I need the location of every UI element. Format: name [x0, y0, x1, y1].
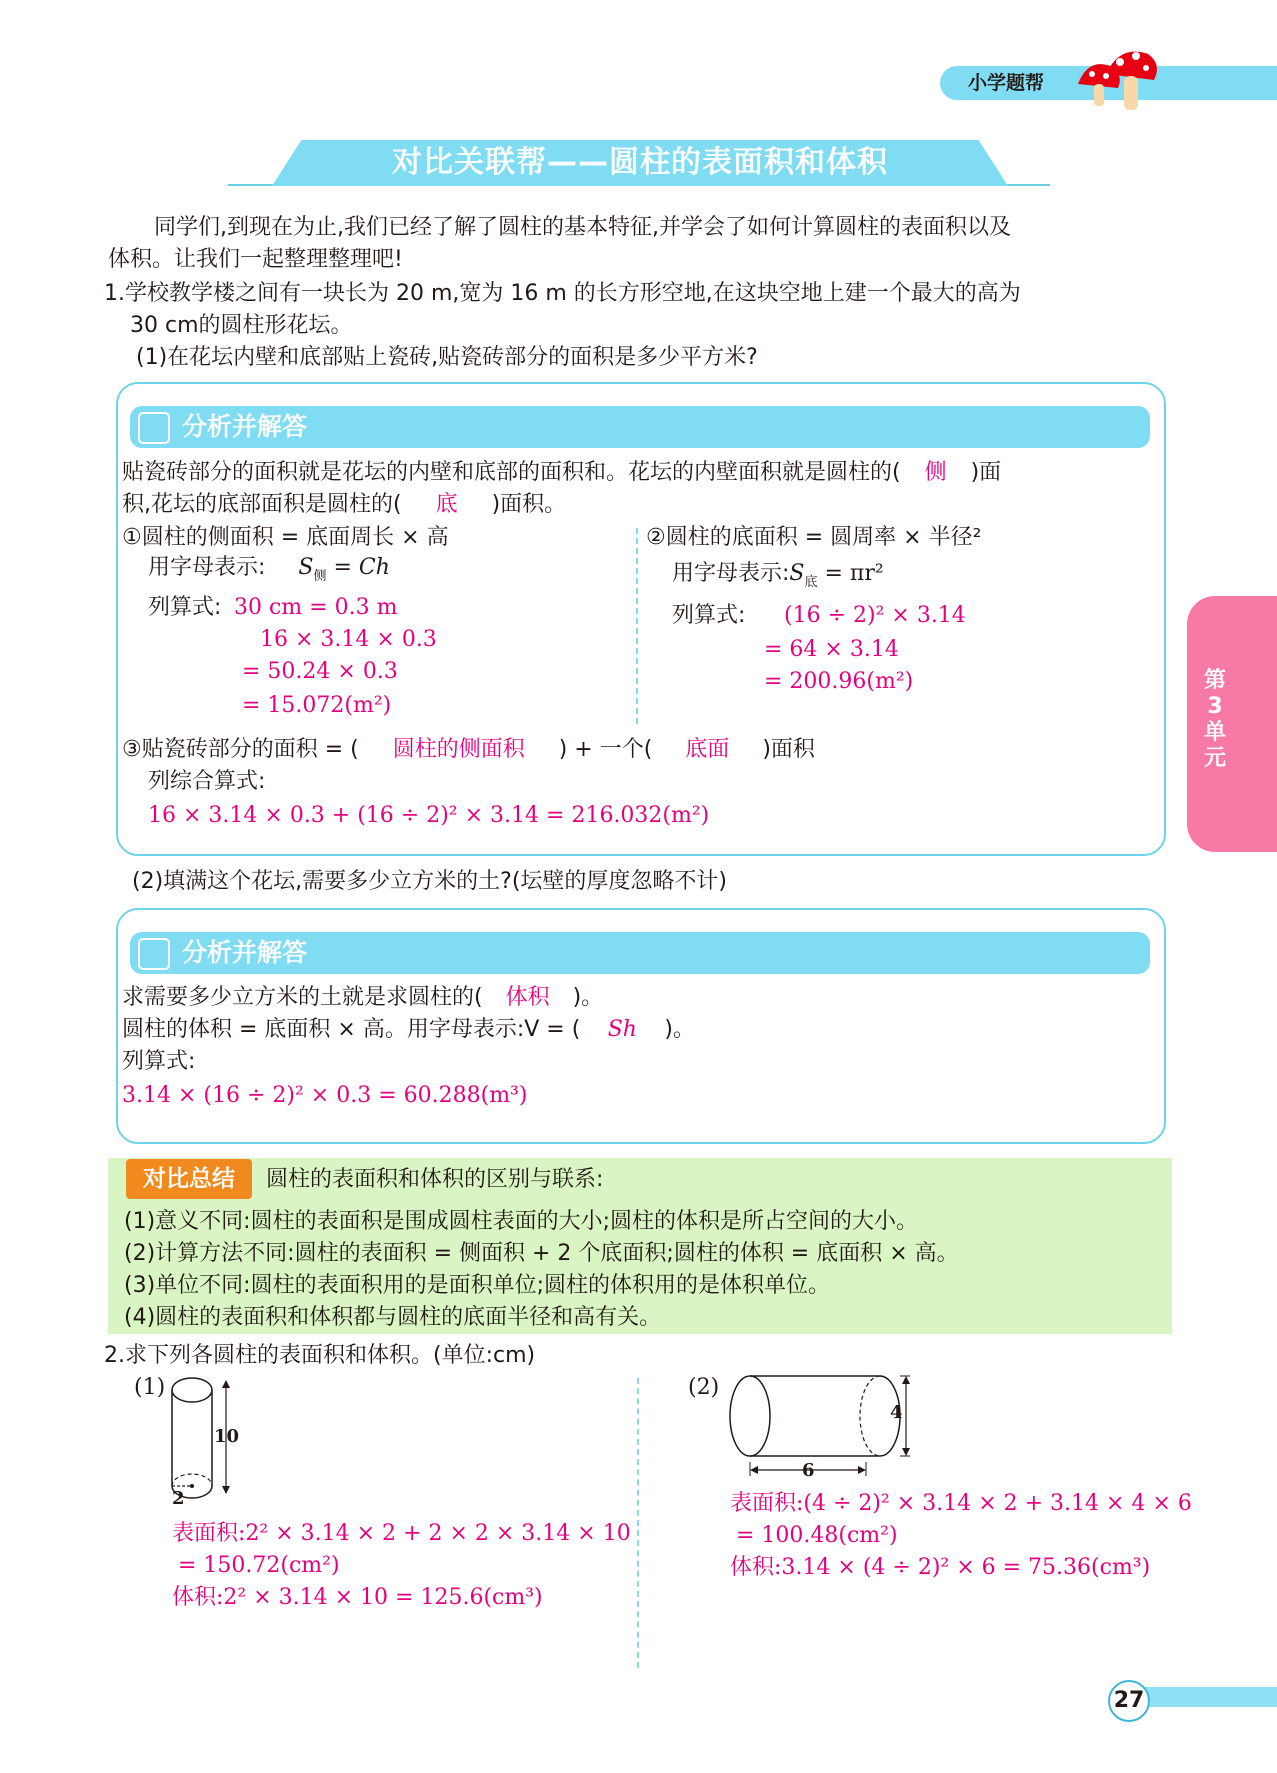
- volume-reason: 求需要多少立方米的土就是求圆柱的( 体积 )。: [122, 982, 603, 1014]
- volume-calc-answer: 3.14 × (16 ÷ 2)² × 0.3 = 60.288(m³): [122, 1083, 528, 1108]
- answer-lateral-area: 圆柱的侧面积: [392, 737, 525, 762]
- q1-part-2: (2)填满这个花坛,需要多少立方米的土?(坛壁的厚度忽略不计): [132, 869, 728, 894]
- answer-volume: 体积: [505, 985, 550, 1010]
- answer-base: 底: [435, 492, 458, 517]
- q1-line-2: 30 cm的圆柱形花坛。: [130, 313, 353, 338]
- intro-line-2: 体积。让我们一起整理整理吧!: [108, 247, 403, 272]
- q2-a-surface-1: 表面积:2² × 3.14 × 2 + 2 × 2 × 3.14 × 10: [172, 1521, 631, 1546]
- summary-item: (4)圆柱的表面积和体积都与圆柱的底面半径和高有关。: [124, 1305, 662, 1330]
- page-number-bar: [1140, 1687, 1277, 1707]
- summary-item: (3)单位不同:圆柱的表面积用的是面积单位;圆柱的体积用的是体积单位。: [124, 1273, 830, 1298]
- lateral-calc-4: = 15.072(m²): [242, 693, 392, 718]
- summary-title: 圆柱的表面积和体积的区别与联系:: [266, 1167, 604, 1192]
- tile-area-line: ③贴瓷砖部分的面积 = ( 圆柱的侧面积 ) + 一个( 底面 )面积: [122, 734, 815, 766]
- box1-para-1: 贴瓷砖部分的面积就是花坛的内壁和底部的面积和。花坛的内壁面积就是圆柱的( 侧 )面: [122, 457, 1001, 489]
- lateral-calc-2: 16 × 3.14 × 0.3: [260, 627, 437, 652]
- q2-b-label: (2): [688, 1375, 720, 1400]
- q2-a-label: (1): [134, 1375, 166, 1400]
- volume-calc-label: 列算式:: [122, 1049, 196, 1074]
- base-calc-label: 列算式:: [672, 603, 746, 628]
- summary-item: (1)意义不同:圆柱的表面积是围成圆柱表面的大小;圆柱的体积是所占空间的大小。: [124, 1209, 918, 1234]
- unit-tab-label: 第3单元: [1203, 668, 1226, 771]
- q1-part-1: (1)在花坛内壁和底部贴上瓷砖,贴瓷砖部分的面积是多少平方米?: [136, 345, 758, 370]
- pencil-icon: [138, 412, 170, 444]
- mushroom-icon: [1058, 44, 1158, 116]
- combined-label: 列综合算式:: [148, 769, 266, 794]
- answer-base-face: 底面: [685, 737, 730, 762]
- base-formula: 用字母表示$:S_底 = \pi r^2$: [672, 561, 884, 590]
- lateral-calc-3: = 50.24 × 0.3: [242, 659, 398, 684]
- box1-para-2: 积,花坛的底部面积是圆柱的( 底 )面积。: [122, 489, 566, 521]
- lateral-formula: 用字母表示: $S_侧 = Ch$: [148, 555, 390, 584]
- answer-side: 侧: [924, 460, 947, 485]
- cylinder-a-diameter: 2: [172, 1488, 185, 1509]
- base-calc-2: = 64 × 3.14: [764, 637, 899, 662]
- answer-sh: Sh: [607, 1017, 637, 1042]
- cylinder-b-length: 6: [802, 1460, 815, 1481]
- q2-a-volume: 体积:2² × 3.14 × 10 = 125.6(cm³): [172, 1585, 543, 1610]
- q2-b-volume: 体积:3.14 × (4 ÷ 2)² × 6 = 75.36(cm³): [730, 1555, 1151, 1580]
- page-number: 27: [1108, 1680, 1150, 1722]
- brand-label: 小学题帮: [968, 72, 1045, 94]
- page-title: 对比关联帮——圆柱的表面积和体积: [392, 145, 888, 180]
- cylinder-b-diagram: [728, 1372, 918, 1482]
- q1-line-1: 1.学校教学楼之间有一块长为 20 m,宽为 16 m 的长方形空地,在这块空地上建一个最大的高为: [104, 281, 1021, 306]
- base-area-heading: ②圆柱的底面积 = 圆周率 × 半径²: [646, 525, 982, 550]
- q2-b-surface-1: 表面积:(4 ÷ 2)² × 3.14 × 2 + 3.14 × 4 × 6: [730, 1491, 1192, 1516]
- cylinder-a-height: 10: [214, 1426, 240, 1447]
- column-divider: [636, 528, 638, 724]
- analysis-banner-label: 分析并解答: [182, 938, 308, 967]
- lateral-calc-label: 列算式:: [148, 595, 222, 620]
- summary-tag: 对比总结: [126, 1159, 252, 1199]
- combined-answer: 16 × 3.14 × 0.3 + (16 ÷ 2)² × 3.14 = 216.032(m²): [148, 803, 710, 828]
- intro-line-1: 同学们,到现在为止,我们已经了解了圆柱的基本特征,并学会了如何计算圆柱的表面积以及: [154, 215, 1011, 240]
- summary-item: (2)计算方法不同:圆柱的表面积 = 侧面积 + 2 个底面积;圆柱的体积 = 底面积 × 高。: [124, 1241, 959, 1266]
- q2-title: 2.求下列各圆柱的表面积和体积。(单位:cm): [104, 1343, 536, 1368]
- q2-b-surface-2: = 100.48(cm²): [736, 1523, 898, 1548]
- cylinder-b-diameter: 4: [890, 1402, 903, 1423]
- lateral-calc-1: 30 cm = 0.3 m: [234, 595, 398, 620]
- q2-a-surface-2: = 150.72(cm²): [178, 1553, 340, 1578]
- base-calc-1: (16 ÷ 2)² × 3.14: [784, 603, 966, 628]
- q2-divider: [637, 1378, 639, 1668]
- analysis-banner-label: 分析并解答: [182, 412, 308, 441]
- pencil-icon: [138, 938, 170, 970]
- base-calc-3: = 200.96(m²): [764, 669, 914, 694]
- lateral-area-heading: ①圆柱的侧面积 = 底面周长 × 高: [122, 525, 449, 550]
- volume-formula: 圆柱的体积 = 底面积 × 高。用字母表示:V = ( Sh )。: [122, 1014, 695, 1046]
